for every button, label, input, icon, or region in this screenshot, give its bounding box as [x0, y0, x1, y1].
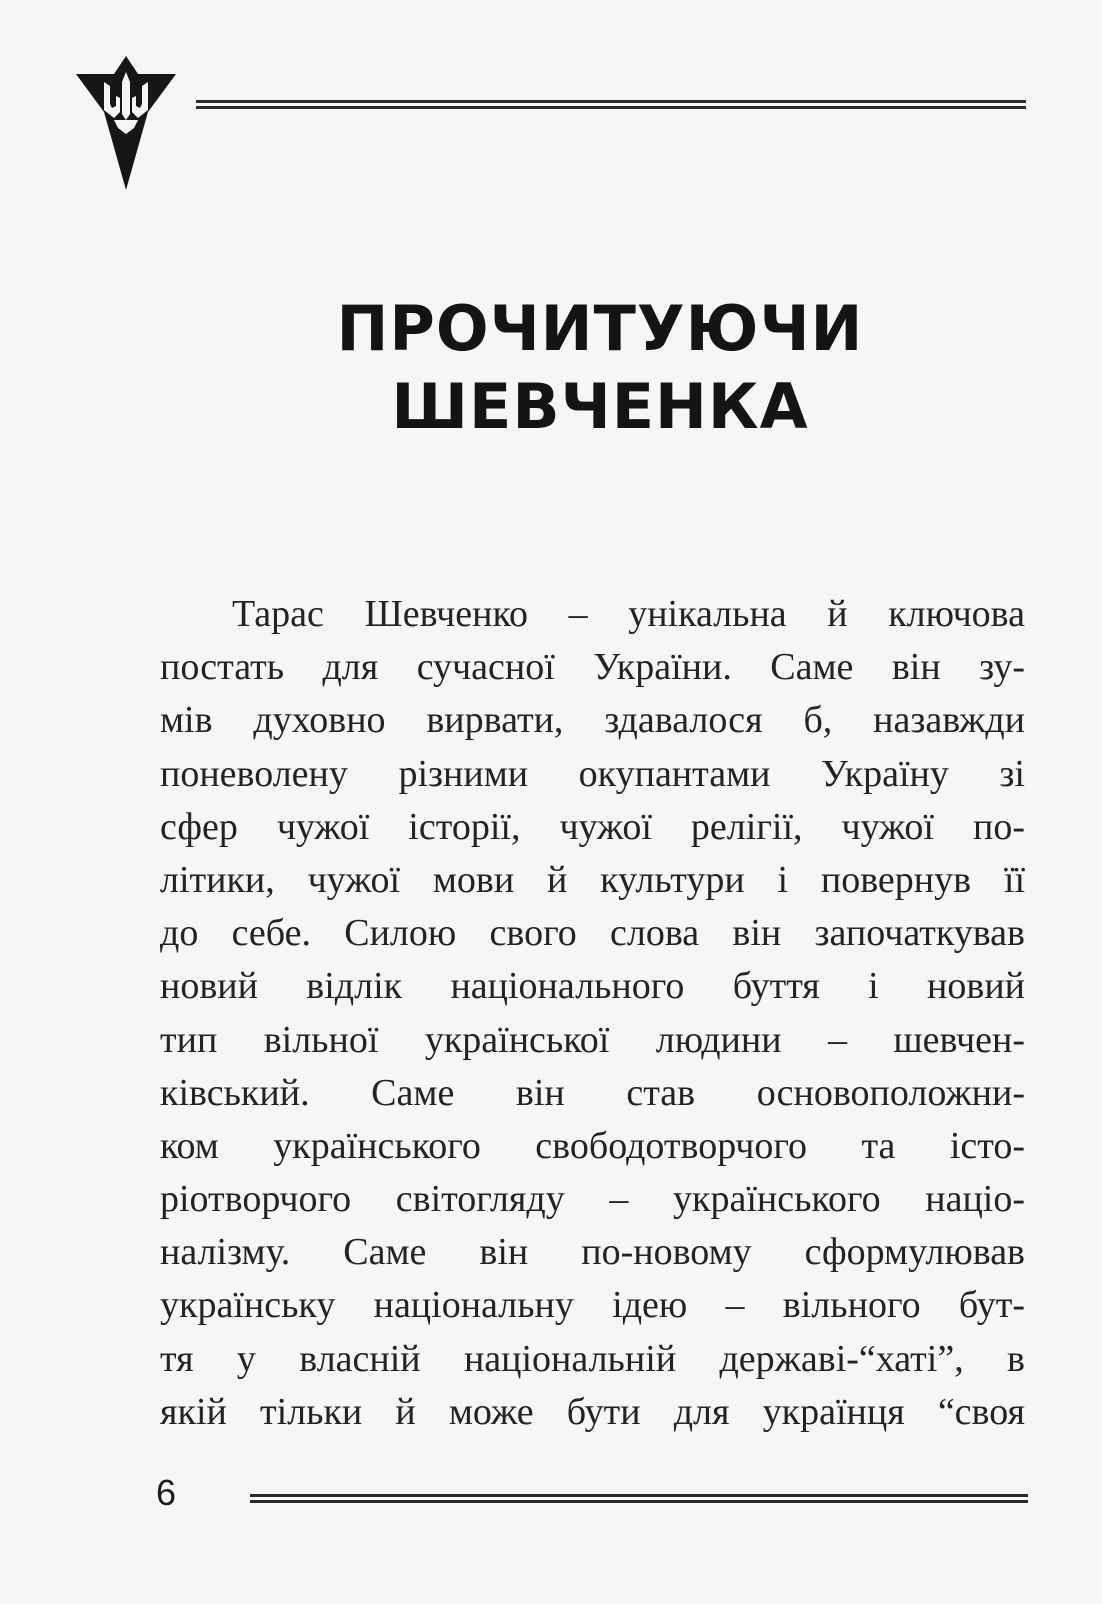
- text-line: мів духовно вирвати, здавалося б, назавжди: [160, 699, 1025, 742]
- text-line: до себе. Силою свого слова він започаткував: [160, 912, 1025, 955]
- text-line: постать для сучасної України. Саме він зу-: [160, 646, 1025, 689]
- text-line: якій тільки й може бути для українця “своя: [160, 1390, 1025, 1433]
- footer-double-rule: [250, 1494, 1028, 1506]
- text-line: тип вільної української людини – шевчен-: [160, 1018, 1025, 1061]
- text-line: налізму. Саме він по-новому сформулював: [160, 1231, 1025, 1274]
- body-paragraph: [160, 588, 1025, 1439]
- header-double-rule: [196, 100, 1026, 112]
- text-line: ківський. Саме він став основоположни-: [160, 1071, 1025, 1114]
- page-number: 6: [156, 1472, 177, 1513]
- text-line: тя у власній національній державі-“хаті”, в: [160, 1337, 1025, 1380]
- text-line: українську національну ідею – вільного бут-: [160, 1284, 1025, 1327]
- tryzub-emblem: [76, 48, 176, 190]
- chapter-title-line-1: ПРОЧИТУЮЧИ: [336, 292, 864, 365]
- text-line: ріотворчого світогляду – українського націо-: [160, 1178, 1025, 1221]
- tryzub-icon: [76, 48, 176, 190]
- text-line: сфер чужої історії, чужої релігії, чужої по-: [160, 805, 1025, 848]
- text-line: літики, чужої мови й культури і повернув її: [160, 858, 1025, 901]
- chapter-title: [150, 290, 1050, 446]
- text-line: поневолену різними окупантами Україну зі: [160, 752, 1025, 795]
- text-line: новий відлік національного буття і новий: [160, 965, 1025, 1008]
- chapter-title-line-2: ШЕВЧЕНКА: [391, 370, 809, 443]
- text-line: ком українського свободотворчого та істо-: [160, 1124, 1025, 1167]
- text-line: Тарас Шевченко – унікальна й ключова: [232, 593, 1025, 635]
